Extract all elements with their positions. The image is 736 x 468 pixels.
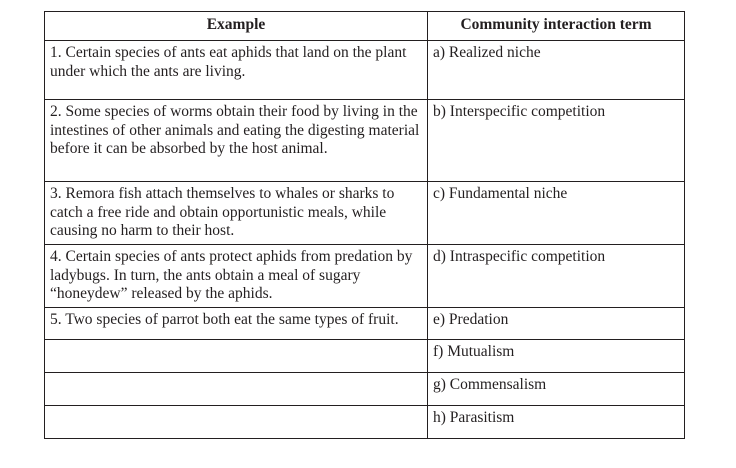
term-column-header: Community interaction term xyxy=(428,12,685,41)
example-cell: 1. Certain species of ants eat aphids that land on the plant under which the ants are living. xyxy=(45,41,428,100)
term-cell: g) Commensalism xyxy=(428,373,685,406)
table-row xyxy=(45,308,685,340)
empty-example-cell xyxy=(45,406,428,439)
example-cell: 2. Some species of worms obtain their food by living in the intestines of other animals and eating the digesting material before it can be absorbed by the host animal. xyxy=(45,100,428,182)
term-cell: a) Realized niche xyxy=(428,41,685,100)
table-row xyxy=(45,340,685,373)
example-cell: 4. Certain species of ants protect aphids from predation by ladybugs. In turn, the ants obtain a meal of sugary “honeydew” released by the aphids. xyxy=(45,245,428,308)
example-cell: 3. Remora fish attach themselves to whales or sharks to catch a free ride and obtain opportunistic meals, while causing no harm to their host. xyxy=(45,182,428,245)
empty-example-cell xyxy=(45,373,428,406)
term-cell: f) Mutualism xyxy=(428,340,685,373)
example-cell: 5. Two species of parrot both eat the same types of fruit. xyxy=(45,308,428,340)
example-column-header: Example xyxy=(45,12,428,41)
term-cell: h) Parasitism xyxy=(428,406,685,439)
header-row xyxy=(45,12,685,41)
empty-example-cell xyxy=(45,340,428,373)
table-row xyxy=(45,245,685,308)
table-row xyxy=(45,373,685,406)
term-cell: b) Interspecific competition xyxy=(428,100,685,182)
table-row xyxy=(45,182,685,245)
table-row xyxy=(45,406,685,439)
term-cell: e) Predation xyxy=(428,308,685,340)
table-row xyxy=(45,100,685,182)
table-row xyxy=(45,41,685,100)
term-cell: d) Intraspecific competition xyxy=(428,245,685,308)
interaction-table xyxy=(44,11,685,439)
term-cell: c) Fundamental niche xyxy=(428,182,685,245)
